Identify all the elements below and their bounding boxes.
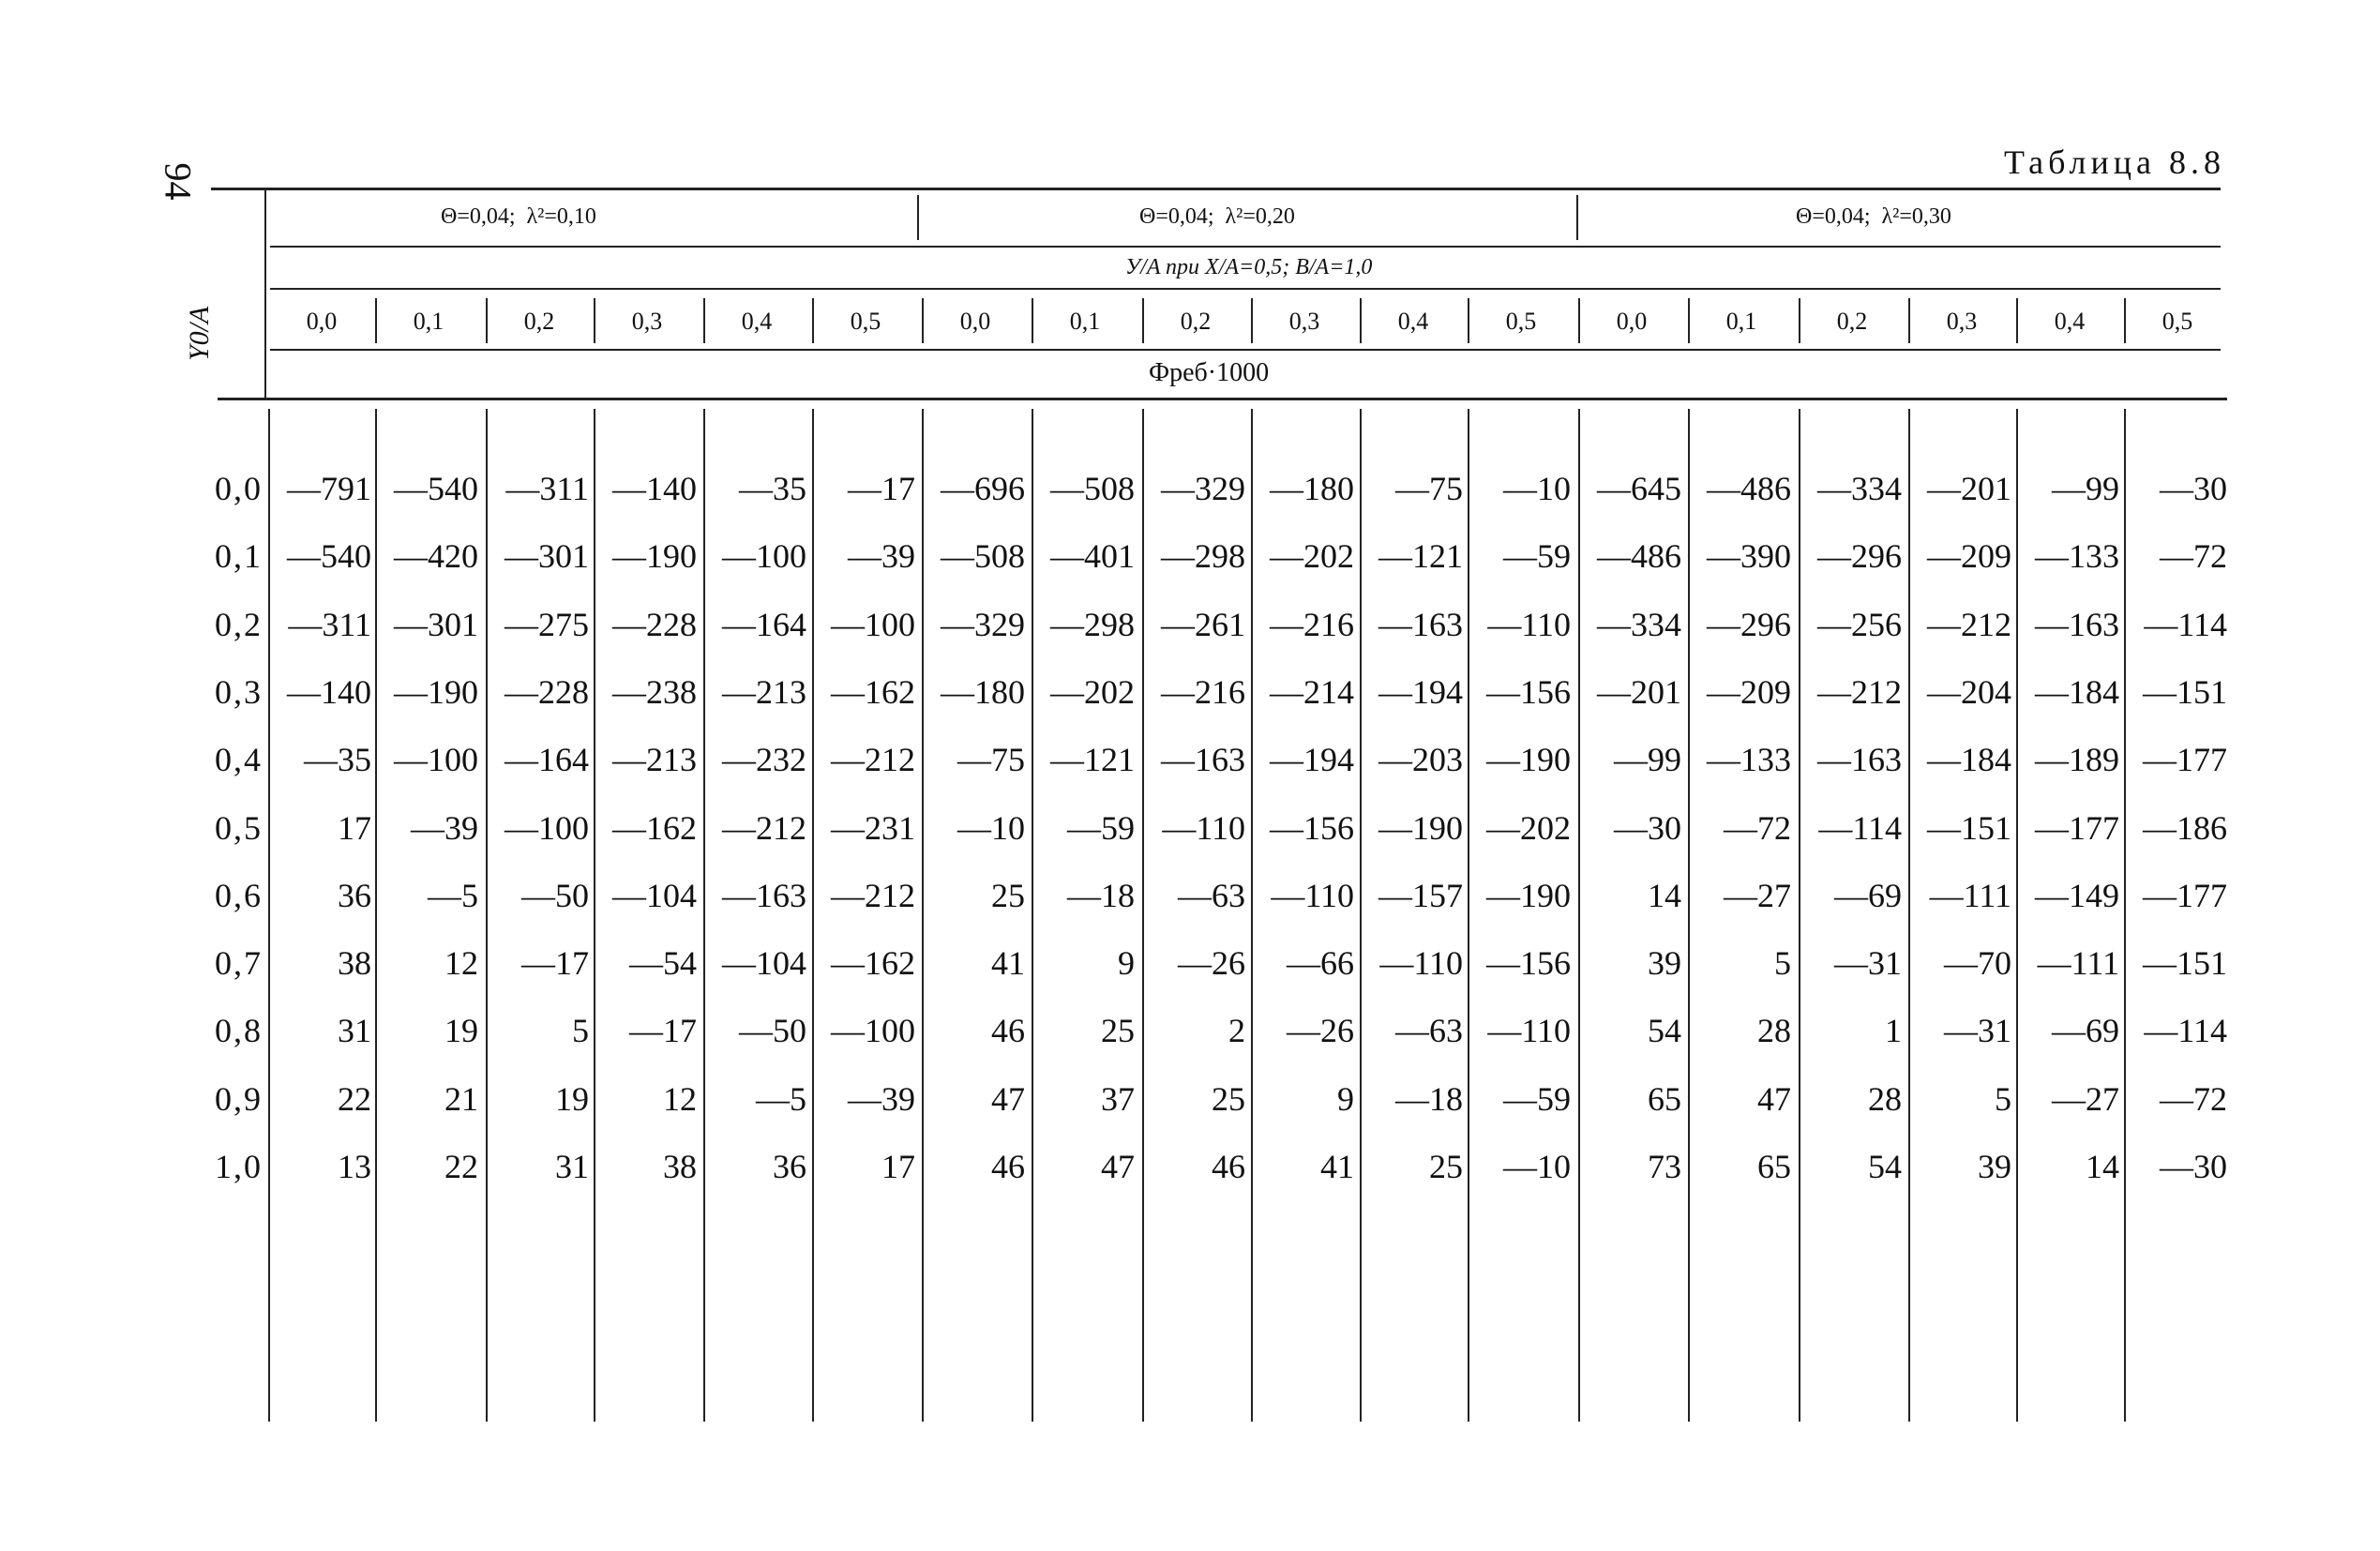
table-cell: —162	[831, 673, 915, 711]
column-header-divider	[2016, 298, 2018, 343]
table-cell: —212	[831, 741, 915, 778]
column-header: 0,5	[2162, 308, 2193, 335]
column-header-divider	[1688, 298, 1690, 343]
group-divider-1	[917, 195, 919, 240]
table-cell: 17	[338, 809, 371, 847]
table-cell: —5	[756, 1080, 806, 1118]
row-label: 0,6	[215, 877, 263, 914]
table-cell: —390	[1707, 537, 1791, 575]
table-cell: 39	[1648, 944, 1681, 982]
table-cell: —164	[505, 741, 589, 778]
table-cell: —100	[722, 537, 806, 575]
table-cell: —50	[739, 1012, 806, 1049]
table-cell: —508	[941, 537, 1025, 575]
table-cell: —99	[2052, 470, 2119, 507]
table-cell: —111	[1929, 877, 2011, 914]
column-header: 0,3	[631, 308, 663, 335]
y-axis-label: Y0/A	[184, 306, 215, 361]
table-cell: —209	[1707, 673, 1791, 711]
group-3-lambda: λ²=0,30	[1881, 204, 1951, 229]
table-cell: —212	[831, 877, 915, 914]
table-cell: 38	[663, 1148, 697, 1185]
table-cell: —209	[1927, 537, 2011, 575]
table-cell: 46	[991, 1148, 1025, 1185]
table-cell: —163	[722, 877, 806, 914]
table-cell: —486	[1597, 537, 1681, 575]
table-cell: —17	[848, 470, 915, 507]
table-cell: —508	[1050, 470, 1135, 507]
table-cell: —10	[957, 809, 1025, 847]
row-label: 0,4	[215, 741, 263, 778]
table-cell: 31	[555, 1148, 589, 1185]
table-cell: 41	[1320, 1148, 1354, 1185]
group-3-theta: Θ=0,04;	[1796, 204, 1871, 229]
column-header-divider	[812, 298, 814, 343]
table-cell: —162	[612, 809, 697, 847]
table-cell: —72	[1724, 809, 1791, 847]
table-cell: —162	[831, 944, 915, 982]
table-cell: —301	[505, 537, 589, 575]
table-cell: 38	[338, 944, 371, 982]
table-cell: —164	[722, 606, 806, 643]
table-cell: —202	[1050, 673, 1135, 711]
table-cell: —100	[394, 741, 478, 778]
table-cell: —214	[1270, 673, 1354, 711]
column-header: 0,0	[306, 308, 338, 335]
table-cell: —133	[2035, 537, 2119, 575]
column-header-divider	[1032, 298, 1033, 343]
table-cell: —69	[2052, 1012, 2119, 1049]
table-cell: 14	[1648, 877, 1681, 914]
group-1-lambda: λ²=0,10	[526, 204, 596, 229]
table-cell: —232	[722, 741, 806, 778]
row-label: 1,0	[215, 1148, 263, 1185]
column-header-divider	[1142, 298, 1144, 343]
table-cell: —110	[1487, 606, 1571, 643]
column-header-divider	[703, 298, 705, 343]
rule-top	[211, 188, 2221, 190]
table-cell: —110	[1487, 1012, 1571, 1049]
table-cell: —696	[941, 470, 1025, 507]
table-cell: 28	[1757, 1012, 1791, 1049]
table-cell: —140	[287, 673, 371, 711]
table-cell: 36	[338, 877, 371, 914]
row-label: 0,3	[215, 673, 263, 711]
table-cell: —75	[957, 741, 1025, 778]
table-cell: —256	[1817, 606, 1902, 643]
table-cell: —212	[1817, 673, 1902, 711]
table-cell: —133	[1707, 741, 1791, 778]
table-cell: —189	[2035, 741, 2119, 778]
table-cell: —63	[1395, 1012, 1463, 1049]
table-cell: —39	[848, 1080, 915, 1118]
table-cell: —72	[2160, 1080, 2227, 1118]
table-cell: —177	[2143, 877, 2227, 914]
table-cell: —151	[1927, 809, 2011, 847]
header-left-border	[264, 188, 266, 398]
table-cell: 22	[444, 1148, 478, 1185]
column-header-divider	[486, 298, 488, 343]
table-cell: —163	[1161, 741, 1245, 778]
table-cell: —261	[1161, 606, 1245, 643]
table-cell: 25	[1101, 1012, 1135, 1049]
row-label: 0,2	[215, 606, 263, 643]
column-header-divider	[1468, 298, 1469, 343]
table-cell: —30	[2160, 1148, 2227, 1185]
table-cell: 17	[881, 1148, 915, 1185]
table-cell: 65	[1648, 1080, 1681, 1118]
table-cell: —39	[411, 809, 478, 847]
row-label: 0,1	[215, 537, 263, 575]
rule-subheader	[270, 288, 2221, 290]
table-cell: —298	[1161, 537, 1245, 575]
table-cell: —194	[1270, 741, 1354, 778]
table-cell: —213	[612, 741, 697, 778]
table-cell: —151	[2143, 673, 2227, 711]
column-header: 0,2	[1180, 308, 1212, 335]
table-cell: —114	[2144, 606, 2227, 643]
column-header-divider	[1908, 298, 1910, 343]
table-cell: —27	[1724, 877, 1791, 914]
column-header: 0,4	[1397, 308, 1429, 335]
table-cell: —110	[1271, 877, 1354, 914]
table-cell: —18	[1395, 1080, 1463, 1118]
table-cell: —216	[1270, 606, 1354, 643]
table-cell: —75	[1395, 470, 1463, 507]
table-cell: 9	[1118, 944, 1135, 982]
table-cell: —190	[612, 537, 697, 575]
table-cell: —298	[1050, 606, 1135, 643]
table-cell: —70	[1944, 944, 2011, 982]
table-cell: —72	[2160, 537, 2227, 575]
table-cell: —163	[1817, 741, 1902, 778]
table-cell: —296	[1707, 606, 1791, 643]
table-cell: 2	[1228, 1012, 1245, 1049]
table-cell: 5	[1995, 1080, 2011, 1118]
table-cell: —201	[1597, 673, 1681, 711]
table-cell: —121	[1050, 741, 1135, 778]
table-cell: 41	[991, 944, 1025, 982]
table-cell: 19	[555, 1080, 589, 1118]
table-cell: 12	[444, 944, 478, 982]
table-cell: —151	[2143, 944, 2227, 982]
column-header-divider	[1578, 298, 1580, 343]
column-header-divider	[922, 298, 924, 343]
table-cell: —104	[722, 944, 806, 982]
page-number: 94	[157, 162, 200, 201]
table-cell: —177	[2143, 741, 2227, 778]
table-cell: 47	[991, 1080, 1025, 1118]
table-cell: —104	[612, 877, 697, 914]
table-cell: —156	[1270, 809, 1354, 847]
table-cell: —100	[831, 1012, 915, 1049]
table-cell: —180	[941, 673, 1025, 711]
table-cell: —201	[1927, 470, 2011, 507]
table-cell: —177	[2035, 809, 2119, 847]
column-header: 0,3	[1288, 308, 1320, 335]
table-cell: —184	[2035, 673, 2119, 711]
table-cell: —110	[1379, 944, 1463, 982]
group-divider-2	[1576, 195, 1578, 240]
column-header: 0,0	[1616, 308, 1648, 335]
table-cell: —100	[505, 809, 589, 847]
table-cell: —420	[394, 537, 478, 575]
table-cell: —202	[1270, 537, 1354, 575]
table-cell: —50	[521, 877, 589, 914]
table-cell: —301	[394, 606, 478, 643]
table-cell: 21	[444, 1080, 478, 1118]
table-cell: 25	[991, 877, 1025, 914]
table-cell: 36	[773, 1148, 806, 1185]
table-cell: —275	[505, 606, 589, 643]
table-cell: —163	[1378, 606, 1463, 643]
table-cell: —212	[1927, 606, 2011, 643]
table-cell: 12	[663, 1080, 697, 1118]
table-cell: 54	[1868, 1148, 1902, 1185]
group-header-2	[1139, 204, 1295, 230]
table-cell: 22	[338, 1080, 371, 1118]
table-cell: —10	[1503, 1148, 1571, 1185]
table-cell: —202	[1486, 809, 1571, 847]
table-cell: 47	[1757, 1080, 1791, 1118]
column-header: 0,5	[850, 308, 881, 335]
table-cell: —111	[2037, 944, 2119, 982]
rule-columns	[270, 349, 2221, 351]
table-cell: —149	[2035, 877, 2119, 914]
table-title: Таблица 8.8	[2004, 143, 2225, 181]
table-cell: 31	[338, 1012, 371, 1049]
table-cell: —59	[1067, 809, 1135, 847]
table-cell: —212	[722, 809, 806, 847]
column-header-divider	[375, 298, 377, 343]
table-cell: 25	[1212, 1080, 1245, 1118]
table-cell: 46	[991, 1012, 1025, 1049]
group-2-lambda: λ²=0,20	[1225, 204, 1295, 229]
table-cell: —329	[941, 606, 1025, 643]
table-cell: —190	[394, 673, 478, 711]
table-cell: —311	[288, 606, 371, 643]
table-cell: 28	[1868, 1080, 1902, 1118]
table-cell: 14	[2086, 1148, 2119, 1185]
table-cell: —190	[1378, 809, 1463, 847]
table-cell: —140	[612, 470, 697, 507]
table-cell: —334	[1597, 606, 1681, 643]
table-cell: —156	[1486, 944, 1571, 982]
table-cell: —31	[1834, 944, 1902, 982]
table-cell: —216	[1161, 673, 1245, 711]
table-cell: —190	[1486, 877, 1571, 914]
group-1-theta: Θ=0,04;	[441, 204, 516, 229]
row-label: 0,9	[215, 1080, 263, 1118]
table-cell: —100	[831, 606, 915, 643]
table-cell: —66	[1287, 944, 1354, 982]
table-cell: —17	[629, 1012, 697, 1049]
rule-header-bottom	[218, 398, 2227, 400]
column-header: 0,4	[2054, 308, 2086, 335]
table-cell: 39	[1978, 1148, 2011, 1185]
row-label: 0,8	[215, 1012, 263, 1049]
table-cell: —228	[505, 673, 589, 711]
table-cell: 65	[1757, 1148, 1791, 1185]
column-header: 0,2	[1836, 308, 1868, 335]
column-header: 0,3	[1946, 308, 1978, 335]
table-cell: —334	[1817, 470, 1902, 507]
table-cell: 25	[1429, 1148, 1463, 1185]
table-cell: —99	[1614, 741, 1681, 778]
table-cell: 5	[1774, 944, 1791, 982]
table-cell: —35	[739, 470, 806, 507]
table-cell: —114	[1818, 809, 1902, 847]
column-header: 0,1	[1069, 308, 1101, 335]
table-cell: 54	[1648, 1012, 1681, 1049]
table-cell: 1	[1885, 1012, 1902, 1049]
table-cell: —63	[1178, 877, 1245, 914]
table-cell: —190	[1486, 741, 1571, 778]
table-cell: 5	[572, 1012, 589, 1049]
phi-label: Фреб·1000	[1149, 358, 1270, 387]
table-cell: 47	[1101, 1148, 1135, 1185]
column-header-divider	[1360, 298, 1362, 343]
table-cell: —18	[1067, 877, 1135, 914]
table-cell: —27	[2052, 1080, 2119, 1118]
table-cell: —645	[1597, 470, 1681, 507]
table-cell: —194	[1378, 673, 1463, 711]
row-label: 0,0	[215, 470, 263, 507]
table-cell: —203	[1378, 741, 1463, 778]
table-cell: —486	[1707, 470, 1791, 507]
table-cell: —156	[1486, 673, 1571, 711]
table-cell: —204	[1927, 673, 2011, 711]
table-cell: —59	[1503, 537, 1571, 575]
group-header-1	[441, 204, 596, 230]
table-cell: —30	[2160, 470, 2227, 507]
group-header-3	[1796, 204, 1951, 230]
table-cell: —186	[2143, 809, 2227, 847]
table-cell: —114	[2144, 1012, 2227, 1049]
table-cell: —213	[722, 673, 806, 711]
table-cell: 46	[1212, 1148, 1245, 1185]
column-header-divider	[594, 298, 595, 343]
table-cell: —157	[1378, 877, 1463, 914]
table-cell: —110	[1162, 809, 1245, 847]
table-cell: —26	[1287, 1012, 1354, 1049]
table-cell: —54	[629, 944, 697, 982]
column-header: 0,4	[741, 308, 773, 335]
table-cell: 13	[338, 1148, 371, 1185]
column-header: 0,2	[523, 308, 555, 335]
table-cell: —231	[831, 809, 915, 847]
table-cell: —228	[612, 606, 697, 643]
column-header: 0,0	[959, 308, 991, 335]
table-cell: —39	[848, 537, 915, 575]
table-cell: 73	[1648, 1148, 1681, 1185]
table-cell: —5	[428, 877, 478, 914]
subheader: У/A при X/A=0,5; B/A=1,0	[1125, 255, 1373, 279]
group-2-theta: Θ=0,04;	[1139, 204, 1214, 229]
table-cell: —59	[1503, 1080, 1571, 1118]
table-cell: —31	[1944, 1012, 2011, 1049]
table-cell: —540	[394, 470, 478, 507]
table-cell: —121	[1378, 537, 1463, 575]
column-header: 0,1	[413, 308, 444, 335]
column-header-divider	[1251, 298, 1253, 343]
table-cell: —17	[521, 944, 589, 982]
table-cell: —30	[1614, 809, 1681, 847]
table-cell: —296	[1817, 537, 1902, 575]
row-label: 0,5	[215, 809, 263, 847]
table-cell: —10	[1503, 470, 1571, 507]
table-cell: —163	[2035, 606, 2119, 643]
table-cell: —540	[287, 537, 371, 575]
table-cell: —329	[1161, 470, 1245, 507]
table-cell: —238	[612, 673, 697, 711]
column-header: 0,1	[1725, 308, 1757, 335]
rule-groups	[270, 246, 2221, 248]
table-cell: —184	[1927, 741, 2011, 778]
column-header: 0,5	[1505, 308, 1537, 335]
table-cell: —401	[1050, 537, 1135, 575]
table-cell: —180	[1270, 470, 1354, 507]
table-cell: —35	[304, 741, 371, 778]
table-cell: —791	[287, 470, 371, 507]
table-cell: —311	[505, 470, 589, 507]
column-header-divider	[2124, 298, 2126, 343]
table-cell: 37	[1101, 1080, 1135, 1118]
table-cell: 9	[1337, 1080, 1354, 1118]
table-cell: —26	[1178, 944, 1245, 982]
table-cell: —69	[1834, 877, 1902, 914]
column-header-divider	[1799, 298, 1800, 343]
table-cell: 19	[444, 1012, 478, 1049]
row-label: 0,7	[215, 944, 263, 982]
